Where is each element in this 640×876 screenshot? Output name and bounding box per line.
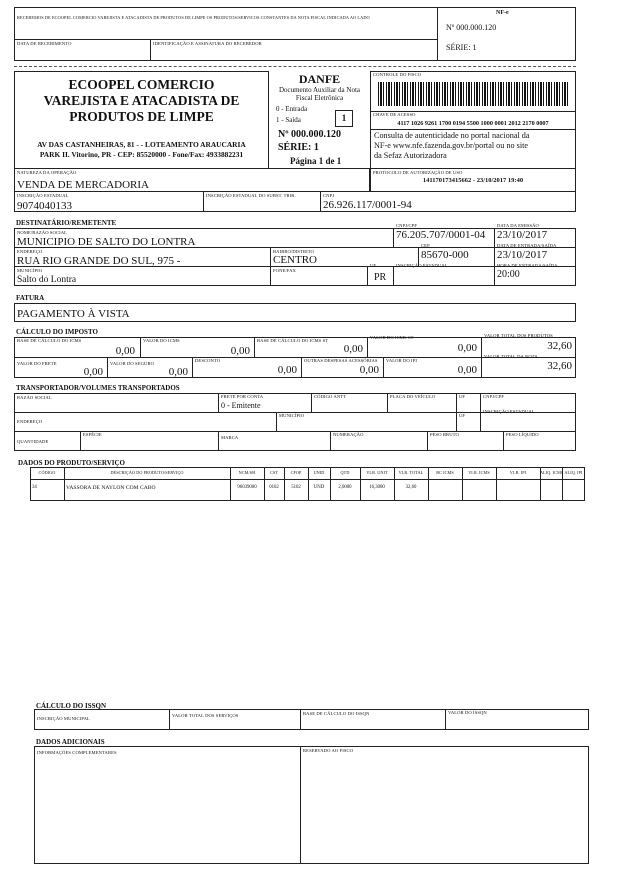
canhoto-hline: [14, 39, 437, 40]
info-complementares-label: INFORMAÇÕES COMPLEMENTARES: [37, 750, 117, 755]
tr-r3-d2: [218, 431, 219, 451]
transp-especie-label: ESPÉCIE: [83, 432, 102, 437]
transp-cnpj-label: CNPJ/CPF: [483, 394, 504, 399]
dest-uf: PR: [374, 272, 387, 283]
fatura-value: PAGAMENTO À VISTA: [17, 308, 130, 320]
dest-hora-label: HORA DE ENTRADA/SAÍDA: [497, 263, 558, 268]
data-recebimento-label: DATA DE RECEBIMENTO: [17, 41, 72, 46]
dest-ie-label: INSCRIÇÃO ESTADUAL: [396, 263, 448, 268]
ie-label: INSCRIÇÃO ESTADUAL: [17, 193, 69, 198]
dest-r3-d4: [494, 266, 495, 286]
ipi-value: 0,00: [457, 364, 477, 376]
imp-r1-d1: [140, 337, 141, 358]
v-nota-value: 32,60: [547, 360, 572, 372]
consulta-3: da Sefaz Autorizadora: [374, 151, 447, 160]
transp-uf2-label: UF: [459, 413, 466, 418]
ie-value: 9074040133: [17, 200, 72, 212]
dest-r1-d1: [393, 228, 394, 248]
canhoto-text: RECEBEMOS DE ECOOPEL COMERCIO VAREJISTA E ATACADISTA DE PRODUTOS DE LIMPE OS PRODUTOS/SERVICOS CONSTANTES DA NOTA FISCAL INDICADA AO LADO: [17, 15, 370, 20]
tr-r1-d1: [218, 393, 219, 413]
dest-r3-d1: [270, 266, 271, 286]
tr-r3-d1: [80, 431, 81, 451]
frete-value: 0,00: [83, 366, 103, 378]
produtos-table: [30, 467, 585, 501]
danfe-sub1: Documento Auxiliar da Nota: [278, 86, 361, 94]
transp-marca-label: MARCA: [221, 435, 239, 440]
produtos-section: DADOS DO PRODUTO/SERVIÇO: [18, 459, 125, 467]
danfe-numero: Nº 000.000.120: [278, 129, 342, 140]
transp-placa-label: PLACA DO VEÍCULO: [390, 394, 436, 399]
produtos-header-cell: DESCRIÇÃO DO PRODUTO/SERVIÇO: [110, 470, 184, 475]
dest-r3-d3: [393, 266, 394, 286]
dest-r1-d2: [494, 228, 495, 248]
tr-r1-d4: [456, 393, 457, 413]
tr-r1-d3: [387, 393, 388, 413]
transp-numeracao-label: NUMERAÇÃO: [333, 432, 364, 437]
protocolo-value: 141170173415662 - 23/10/2017 19:40: [422, 177, 524, 184]
seguro-value: 0,00: [168, 366, 188, 378]
produtos-cell: VASSORA DE NAYLON COM CABO: [66, 485, 156, 491]
transp-razao-label: RAZÃO SOCIAL: [17, 395, 52, 400]
produtos-header-cell: CST: [270, 470, 278, 475]
transp-quantidade-label: QUANTIDADE: [17, 439, 49, 444]
dest-hora: 20:00: [497, 269, 520, 280]
tr-r1-d2: [311, 393, 312, 413]
produtos-cell: 32,60: [405, 485, 417, 490]
produtos-header-cell: BC ICMS: [436, 470, 454, 475]
danfe-sub2: Fiscal Eletrônica: [295, 94, 344, 102]
v-icms-label: VALOR DO ICMS: [143, 338, 180, 343]
emit-cnpj: 26.926.117/0001-94: [323, 199, 412, 211]
emitente-name-1: ECOOPEL COMERCIO: [68, 77, 215, 92]
produtos-header-cell: UNID: [313, 470, 325, 475]
v-icms-value: 0,00: [230, 345, 250, 357]
dest-cep: 85670-000: [421, 249, 469, 261]
imposto-section: CÁLCULO DO IMPOSTO: [16, 328, 98, 336]
transportador-section: TRANSPORTADOR/VOLUMES TRANSPORTADOS: [16, 384, 180, 392]
canhoto-serie: SÉRIE: 1: [446, 43, 477, 52]
issqn-section: CÁLCULO DO ISSQN: [36, 702, 107, 710]
produtos-cell: 34: [32, 485, 37, 490]
consulta-2: NF-e www.nfe.fazenda.gov.br/portal ou no site: [374, 141, 528, 150]
dest-emissao-label: DATA DA EMISSÃO: [497, 223, 539, 228]
dest-endereco-label: ENDEREÇO: [17, 249, 43, 254]
imp-r2-d4: [383, 357, 384, 378]
canhoto-divider: [437, 7, 438, 61]
produtos-header-cell: CÓDIGO: [38, 470, 56, 475]
transp-ie-label: INSCRIÇÃO ESTADUAL: [483, 409, 535, 414]
dest-uf-label: UF: [370, 263, 377, 268]
v-prod-value: 32,60: [547, 340, 572, 352]
tr-r3-d4: [427, 431, 428, 451]
seguro-label: VALOR DO SEGURO: [110, 361, 155, 366]
protocolo-label: PROTOCOLO DE AUTORIZAÇÃO DE USO: [373, 170, 463, 175]
canhoto-nfe-label: NF-e: [496, 10, 509, 16]
canhoto-divider2: [150, 39, 151, 61]
ie-div2: [320, 191, 321, 212]
imp-r2-d2: [192, 357, 193, 378]
dest-r3-d2: [367, 266, 368, 286]
dest-entrada: 23/10/2017: [497, 249, 548, 261]
dest-emissao: 23/10/2017: [497, 229, 548, 241]
ipi-label: VALOR DO IPI: [386, 358, 417, 363]
emitente-name-2: VAREJISTA E ATACADISTA DE: [43, 93, 240, 108]
chave-value: 4117 1026 9261 1700 0194 5500 1000 0001 2012 2170 0007: [397, 120, 549, 127]
imp-r2-d1: [107, 357, 108, 378]
natureza-label: NATUREZA DA OPERAÇÃO: [17, 170, 77, 175]
dest-municipio: Salto do Lontra: [17, 275, 77, 285]
transp-peso-liquido-label: PESO LÍQUIDO: [506, 432, 539, 437]
issqn-im-label: INSCRIÇÃO MUNICIPAL: [37, 716, 90, 721]
dest-nome: MUNICIPIO DE SALTO DO LONTRA: [17, 236, 196, 248]
produtos-cell: UND: [313, 485, 325, 490]
dest-endereco: RUA RIO GRANDE DO SUL, 975 -: [17, 255, 181, 267]
frete-label: VALOR DO FRETE: [17, 361, 57, 366]
transp-frete: 0 - Emitente: [221, 401, 261, 410]
controle-label: CONTROLE DO FISCO: [373, 72, 422, 77]
produtos-header-cell: VLR. ICMS: [468, 470, 490, 475]
dest-bairro: CENTRO: [273, 254, 317, 266]
adicionais-box: [34, 746, 589, 864]
produtos-cell: 16,3000: [369, 485, 385, 490]
issqn-d2: [300, 709, 301, 730]
reservado-fisco-label: RESERVADO AO FISCO: [303, 748, 354, 753]
issqn-d1: [169, 709, 170, 730]
emitente-address-2: PARK II. Vitorino, PR - CEP: 85520000 - Fone/Fax: 4933882231: [39, 150, 244, 159]
produtos-header-cell: NCM/SH: [238, 470, 256, 475]
desconto-label: DESCONTO: [195, 358, 221, 363]
outras-value: 0,00: [359, 364, 379, 376]
dest-fone-label: FONE/FAX: [273, 268, 296, 273]
barcode: [378, 82, 570, 106]
identificacao-label: IDENTIFICAÇÃO E ASSINATURA DO RECEBEDOR: [153, 41, 262, 46]
transp-frete-label: FRETE POR CONTA: [221, 394, 264, 399]
transp-municipio-label: MUNICÍPIO: [279, 413, 305, 418]
consulta-1: Consulta de autenticidade no portal nacional da: [374, 131, 530, 140]
imp-r1-d4: [481, 337, 482, 358]
dest-r2-d3: [494, 247, 495, 267]
natureza-value: VENDA DE MERCADORIA: [17, 179, 149, 191]
ie-st-label: INSCRIÇÃO ESTADUAL DO SUBST. TRIB.: [206, 193, 296, 198]
outras-label: OUTRAS DESPESAS ACESSÓRIAS: [304, 358, 378, 363]
imp-r1-d2: [254, 337, 255, 358]
dest-nome-label: NOME/RAZÃO SOCIAL: [17, 230, 68, 235]
adicionais-section: DADOS ADICIONAIS: [36, 738, 105, 746]
produtos-header-cell: VLR. UNIT: [366, 470, 388, 475]
dest-cnpj: 76.205.707/0001-04: [396, 229, 486, 241]
bc-st-value: 0,00: [343, 343, 363, 355]
bc-icms-label: BASE DE CÁLCULO DO ICMS: [17, 338, 82, 343]
canhoto-numero: Nº 000.000.120: [446, 23, 497, 32]
transp-antt-label: CÓDIGO ANTT: [314, 394, 347, 399]
issqn-valor-label: VALOR DO ISSQN: [448, 710, 487, 715]
dest-bairro-label: BAIRRO/DISTRITO: [273, 249, 314, 254]
cut-line: [14, 66, 576, 67]
produtos-header-cell: ALIQ. ICMS: [540, 470, 564, 475]
produtos-header-cell: VLR. IPI: [509, 470, 527, 475]
bc-st-label: BASE DE CÁLCULO DO ICMS ST: [257, 338, 329, 343]
produtos-cell: 5102: [291, 485, 301, 490]
v-st-value: 0,00: [457, 342, 477, 354]
chave-label: CHAVE DE ACESSO: [373, 112, 416, 117]
transp-uf-label: UF: [459, 394, 466, 399]
produtos-header-cell: CFOP: [290, 470, 302, 475]
produtos-cell: 2,0000: [338, 485, 352, 490]
danfe-serie: SÉRIE: 1: [278, 142, 319, 153]
dest-entrada-label: DATA DE ENTRADA/SAÍDA: [497, 243, 557, 248]
danfe-entrada: 0 - Entrada: [276, 105, 308, 113]
tr-r2-d3: [480, 412, 481, 432]
produtos-header-cell: VLR. TOTAL: [398, 470, 424, 475]
issqn-d3: [445, 709, 446, 730]
dest-municipio-label: MUNICÍPIO: [17, 268, 43, 273]
v-prod-label: VALOR TOTAL DOS PRODUTOS: [484, 333, 553, 338]
v-nota-label: VALOR TOTAL DA NOTA: [484, 354, 538, 359]
imp-r2-d3: [301, 357, 302, 378]
tr-r1-d5: [480, 393, 481, 413]
produtos-header-divider: [30, 479, 585, 480]
ie-div1: [203, 191, 204, 212]
desconto-value: 0,00: [277, 364, 297, 376]
tr-r3-d3: [330, 431, 331, 451]
produtos-header-cell: ALIQ. IPI: [564, 470, 583, 475]
dest-cep-label: CEP: [421, 243, 430, 248]
produtos-header-cell: QTD: [340, 470, 350, 475]
danfe-pagina: Página 1 de 1: [290, 156, 342, 166]
adicionais-divider: [300, 746, 301, 864]
emitente-name-3: PRODUTOS DE LIMPE: [69, 109, 214, 124]
danfe-title: DANFE: [298, 72, 341, 86]
bc-icms-value: 0,00: [115, 345, 135, 357]
tr-r2-d2: [456, 412, 457, 432]
emit-cnpj-label: CNPJ: [323, 193, 335, 198]
transp-endereco-label: ENDEREÇO: [17, 419, 43, 424]
produtos-cell: 0102: [269, 485, 279, 490]
chave-bottom: [370, 129, 576, 130]
danfe-tipo: 1: [341, 113, 347, 123]
destinatario-section: DESTINATÁRIO/REMETENTE: [16, 219, 117, 227]
dest-r2-d1: [270, 247, 271, 267]
issqn-servicos-label: VALOR TOTAL DOS SERVIÇOS: [172, 713, 239, 718]
imp-r2-d5: [481, 357, 482, 378]
tr-r3-d5: [503, 431, 504, 451]
v-st-label: VALOR DO ICMS ST: [370, 335, 414, 340]
dest-cnpj-label: CNPJ/CPF: [396, 223, 417, 228]
imp-r1-d3: [367, 337, 368, 358]
danfe-saida: 1 - Saída: [276, 116, 301, 124]
transp-peso-bruto-label: PESO BRUTO: [430, 432, 459, 437]
tr-r2-d1: [276, 412, 277, 432]
emitente-address-1: AV DAS CASTANHEIRAS, 81 - - LOTEAMENTO ARAUCARIA: [37, 140, 246, 149]
fatura-section: FATURA: [16, 294, 45, 302]
produtos-cell: 96039000: [237, 485, 257, 490]
issqn-bc-label: BASE DE CÁLCULO DO ISSQN: [303, 711, 370, 716]
